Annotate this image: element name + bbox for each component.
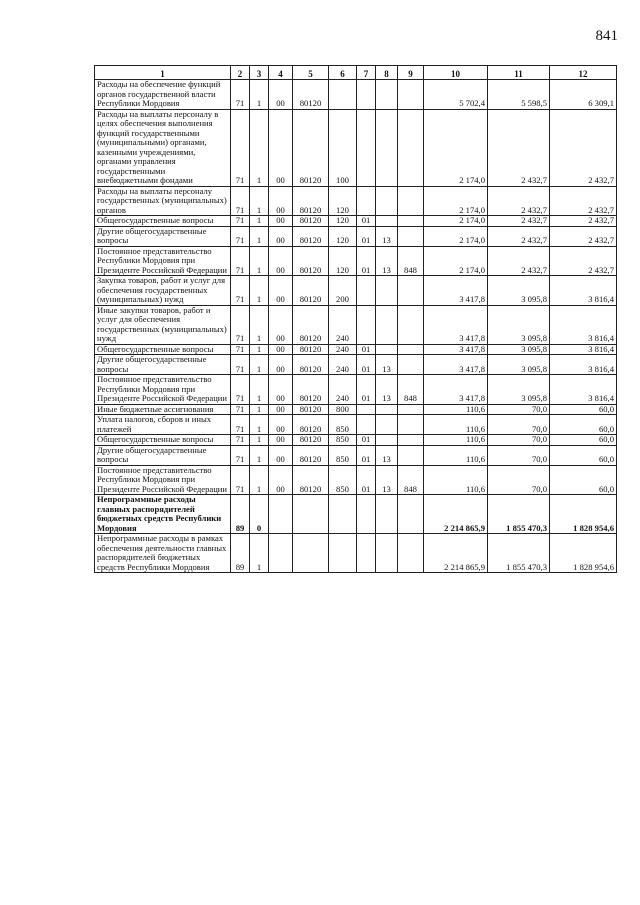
- amount-cell: 1 828 954,6: [550, 534, 617, 573]
- amount-cell: 3 095,8: [488, 355, 550, 375]
- amount-cell: 3 816,4: [550, 276, 617, 306]
- ministry-cell: [398, 445, 424, 465]
- code-cell: 1: [250, 109, 269, 186]
- amount-cell: 3 417,8: [424, 276, 488, 306]
- expense-type-cell: 120: [329, 226, 357, 246]
- target-article-cell: 80120: [293, 226, 329, 246]
- table-body: [95, 80, 617, 573]
- section-cell: [357, 495, 376, 534]
- target-article-cell: 80120: [293, 246, 329, 276]
- table-row: [95, 226, 617, 246]
- amount-cell: 110,6: [424, 445, 488, 465]
- table-row: [95, 186, 617, 216]
- table-row: [95, 465, 617, 495]
- code-cell: 00: [269, 465, 293, 495]
- expense-name-cell: Расходы на обеспечение функций органов государственной власти Республики Мордовия: [95, 80, 231, 110]
- expense-type-cell: 850: [329, 445, 357, 465]
- column-header: 9: [398, 66, 424, 80]
- table-header-row: [95, 66, 617, 80]
- column-header: 1: [95, 66, 231, 80]
- subsection-cell: 13: [376, 246, 398, 276]
- subsection-cell: 13: [376, 465, 398, 495]
- amount-cell: 2 174,0: [424, 109, 488, 186]
- target-article-cell: 80120: [293, 415, 329, 435]
- amount-cell: 2 214 865,9: [424, 495, 488, 534]
- code-cell: 1: [250, 375, 269, 405]
- amount-cell: 2 432,7: [550, 186, 617, 216]
- ministry-cell: [398, 355, 424, 375]
- amount-cell: 110,6: [424, 415, 488, 435]
- target-article-cell: 80120: [293, 404, 329, 415]
- subsection-cell: [376, 415, 398, 435]
- subsection-cell: 13: [376, 226, 398, 246]
- code-cell: 71: [231, 226, 250, 246]
- amount-cell: 2 432,7: [550, 226, 617, 246]
- table-row: [95, 534, 617, 573]
- table-row: [95, 109, 617, 186]
- column-header: 3: [250, 66, 269, 80]
- section-cell: 01: [357, 216, 376, 227]
- ministry-cell: [398, 276, 424, 306]
- expense-type-cell: [329, 495, 357, 534]
- code-cell: 71: [231, 305, 250, 344]
- table-row: [95, 305, 617, 344]
- column-header: 11: [488, 66, 550, 80]
- code-cell: 00: [269, 276, 293, 306]
- expense-type-cell: 200: [329, 276, 357, 306]
- section-cell: 01: [357, 445, 376, 465]
- expense-name-cell: Постоянное представительство Республики Мордовия при Президенте Российской Федерации: [95, 246, 231, 276]
- code-cell: 71: [231, 246, 250, 276]
- section-cell: 01: [357, 375, 376, 405]
- code-cell: 00: [269, 404, 293, 415]
- ministry-cell: [398, 109, 424, 186]
- expense-name-cell: Непрограммные расходы главных распорядителей бюджетных средств Республики Мордовия: [95, 495, 231, 534]
- code-cell: 00: [269, 109, 293, 186]
- code-cell: 00: [269, 246, 293, 276]
- column-header: 8: [376, 66, 398, 80]
- expense-type-cell: 240: [329, 344, 357, 355]
- amount-cell: 5 598,5: [488, 80, 550, 110]
- table-row: [95, 216, 617, 227]
- section-cell: [357, 404, 376, 415]
- expense-type-cell: 240: [329, 375, 357, 405]
- code-cell: 71: [231, 415, 250, 435]
- expense-name-cell: Другие общегосударственные вопросы: [95, 226, 231, 246]
- table-row: [95, 344, 617, 355]
- code-cell: 0: [250, 495, 269, 534]
- amount-cell: 2 174,0: [424, 246, 488, 276]
- expense-name-cell: Непрограммные расходы в рамках обеспечения деятельности главных распорядителей бюджетных средств Республики Мордовия: [95, 534, 231, 573]
- page-number: 841: [595, 28, 618, 44]
- table-row: [95, 495, 617, 534]
- amount-cell: 3 816,4: [550, 344, 617, 355]
- amount-cell: 3 417,8: [424, 375, 488, 405]
- code-cell: 00: [269, 305, 293, 344]
- amount-cell: 3 417,8: [424, 305, 488, 344]
- amount-cell: 3 095,8: [488, 276, 550, 306]
- expense-type-cell: 120: [329, 186, 357, 216]
- expense-type-cell: 120: [329, 216, 357, 227]
- amount-cell: 2 174,0: [424, 216, 488, 227]
- code-cell: 1: [250, 246, 269, 276]
- ministry-cell: [398, 534, 424, 573]
- expense-type-cell: [329, 80, 357, 110]
- code-cell: 1: [250, 216, 269, 227]
- budget-table: [94, 65, 617, 573]
- amount-cell: 3 417,8: [424, 344, 488, 355]
- code-cell: [269, 534, 293, 573]
- ministry-cell: [398, 226, 424, 246]
- code-cell: 71: [231, 465, 250, 495]
- amount-cell: 70,0: [488, 404, 550, 415]
- code-cell: 00: [269, 375, 293, 405]
- target-article-cell: 80120: [293, 344, 329, 355]
- code-cell: 71: [231, 276, 250, 306]
- subsection-cell: [376, 435, 398, 446]
- target-article-cell: 80120: [293, 375, 329, 405]
- subsection-cell: 13: [376, 355, 398, 375]
- amount-cell: 60,0: [550, 435, 617, 446]
- subsection-cell: [376, 534, 398, 573]
- section-cell: [357, 276, 376, 306]
- code-cell: 71: [231, 216, 250, 227]
- code-cell: 1: [250, 415, 269, 435]
- subsection-cell: [376, 344, 398, 355]
- amount-cell: 70,0: [488, 465, 550, 495]
- expense-name-cell: Постоянное представительство Республики Мордовия при Президенте Российской Федерации: [95, 375, 231, 405]
- code-cell: 1: [250, 226, 269, 246]
- amount-cell: 1 855 470,3: [488, 534, 550, 573]
- ministry-cell: [398, 80, 424, 110]
- ministry-cell: [398, 186, 424, 216]
- ministry-cell: [398, 415, 424, 435]
- code-cell: 71: [231, 445, 250, 465]
- expense-name-cell: Общегосударственные вопросы: [95, 344, 231, 355]
- amount-cell: 70,0: [488, 435, 550, 446]
- subsection-cell: [376, 80, 398, 110]
- expense-name-cell: Расходы на выплаты персоналу в целях обеспечения выполнения функций государственными (муниципальными) органами, казенными учреждениями, органами управления государственными внебюджетными фондами: [95, 109, 231, 186]
- amount-cell: 70,0: [488, 415, 550, 435]
- target-article-cell: 80120: [293, 80, 329, 110]
- amount-cell: 2 432,7: [488, 216, 550, 227]
- target-article-cell: 80120: [293, 276, 329, 306]
- target-article-cell: [293, 534, 329, 573]
- expense-type-cell: 100: [329, 109, 357, 186]
- expense-type-cell: 850: [329, 415, 357, 435]
- target-article-cell: 80120: [293, 109, 329, 186]
- expense-name-cell: Расходы на выплаты персоналу государственных (муниципальных) органов: [95, 186, 231, 216]
- ministry-cell: [398, 344, 424, 355]
- table-row: [95, 276, 617, 306]
- expense-type-cell: [329, 534, 357, 573]
- subsection-cell: [376, 305, 398, 344]
- amount-cell: 2 432,7: [488, 186, 550, 216]
- amount-cell: 110,6: [424, 435, 488, 446]
- ministry-cell: [398, 435, 424, 446]
- table-row: [95, 445, 617, 465]
- ministry-cell: [398, 216, 424, 227]
- code-cell: 00: [269, 344, 293, 355]
- code-cell: 1: [250, 435, 269, 446]
- section-cell: 01: [357, 355, 376, 375]
- amount-cell: 70,0: [488, 445, 550, 465]
- code-cell: [269, 495, 293, 534]
- section-cell: 01: [357, 344, 376, 355]
- code-cell: 00: [269, 435, 293, 446]
- amount-cell: 3 816,4: [550, 375, 617, 405]
- amount-cell: 1 855 470,3: [488, 495, 550, 534]
- code-cell: 00: [269, 226, 293, 246]
- target-article-cell: 80120: [293, 305, 329, 344]
- code-cell: 89: [231, 495, 250, 534]
- target-article-cell: 80120: [293, 435, 329, 446]
- expense-name-cell: Постоянное представительство Республики Мордовия при Президенте Российской Федерации: [95, 465, 231, 495]
- amount-cell: 3 095,8: [488, 375, 550, 405]
- table-row: [95, 80, 617, 110]
- code-cell: 71: [231, 355, 250, 375]
- code-cell: 71: [231, 186, 250, 216]
- expense-name-cell: Закупка товаров, работ и услуг для обеспечения государственных (муниципальных) нужд: [95, 276, 231, 306]
- expense-name-cell: Иные закупки товаров, работ и услуг для обеспечения государственных (муниципальных) нужд: [95, 305, 231, 344]
- amount-cell: 5 702,4: [424, 80, 488, 110]
- expense-type-cell: 800: [329, 404, 357, 415]
- amount-cell: 2 432,7: [488, 226, 550, 246]
- code-cell: 00: [269, 445, 293, 465]
- expense-type-cell: 850: [329, 465, 357, 495]
- code-cell: 00: [269, 80, 293, 110]
- subsection-cell: [376, 276, 398, 306]
- target-article-cell: 80120: [293, 355, 329, 375]
- amount-cell: 6 309,1: [550, 80, 617, 110]
- section-cell: [357, 109, 376, 186]
- amount-cell: 2 432,7: [550, 246, 617, 276]
- code-cell: 71: [231, 80, 250, 110]
- code-cell: 71: [231, 109, 250, 186]
- amount-cell: 110,6: [424, 404, 488, 415]
- target-article-cell: 80120: [293, 465, 329, 495]
- code-cell: 00: [269, 186, 293, 216]
- amount-cell: 3 095,8: [488, 305, 550, 344]
- amount-cell: 2 432,7: [550, 109, 617, 186]
- amount-cell: 60,0: [550, 465, 617, 495]
- expense-name-cell: Другие общегосударственные вопросы: [95, 445, 231, 465]
- ministry-cell: [398, 495, 424, 534]
- section-cell: 01: [357, 226, 376, 246]
- amount-cell: 2 432,7: [488, 246, 550, 276]
- column-header: 12: [550, 66, 617, 80]
- expense-name-cell: Общегосударственные вопросы: [95, 435, 231, 446]
- target-article-cell: 80120: [293, 445, 329, 465]
- amount-cell: 2 432,7: [550, 216, 617, 227]
- code-cell: 1: [250, 445, 269, 465]
- code-cell: 1: [250, 465, 269, 495]
- expense-type-cell: 240: [329, 355, 357, 375]
- section-cell: [357, 305, 376, 344]
- section-cell: [357, 186, 376, 216]
- table-row: [95, 435, 617, 446]
- code-cell: 71: [231, 404, 250, 415]
- amount-cell: 60,0: [550, 445, 617, 465]
- code-cell: 1: [250, 404, 269, 415]
- code-cell: 1: [250, 186, 269, 216]
- amount-cell: 1 828 954,6: [550, 495, 617, 534]
- target-article-cell: [293, 495, 329, 534]
- table-row: [95, 375, 617, 405]
- code-cell: 71: [231, 375, 250, 405]
- section-cell: 01: [357, 465, 376, 495]
- expense-name-cell: Иные бюджетные ассигнования: [95, 404, 231, 415]
- column-header: 2: [231, 66, 250, 80]
- amount-cell: 2 174,0: [424, 186, 488, 216]
- amount-cell: 3 417,8: [424, 355, 488, 375]
- section-cell: 01: [357, 435, 376, 446]
- code-cell: 1: [250, 276, 269, 306]
- code-cell: 1: [250, 344, 269, 355]
- amount-cell: 2 432,7: [488, 109, 550, 186]
- table-row: [95, 415, 617, 435]
- amount-cell: 3 816,4: [550, 355, 617, 375]
- amount-cell: 3 816,4: [550, 305, 617, 344]
- code-cell: 1: [250, 305, 269, 344]
- amount-cell: 2 174,0: [424, 226, 488, 246]
- amount-cell: 3 095,8: [488, 344, 550, 355]
- expense-type-cell: 240: [329, 305, 357, 344]
- subsection-cell: 13: [376, 375, 398, 405]
- subsection-cell: [376, 186, 398, 216]
- amount-cell: 60,0: [550, 404, 617, 415]
- table-row: [95, 355, 617, 375]
- target-article-cell: 80120: [293, 186, 329, 216]
- section-cell: [357, 80, 376, 110]
- table-row: [95, 246, 617, 276]
- code-cell: 89: [231, 534, 250, 573]
- section-cell: [357, 534, 376, 573]
- code-cell: 71: [231, 344, 250, 355]
- code-cell: 1: [250, 355, 269, 375]
- code-cell: 00: [269, 355, 293, 375]
- ministry-cell: 848: [398, 465, 424, 495]
- ministry-cell: [398, 305, 424, 344]
- expense-name-cell: Общегосударственные вопросы: [95, 216, 231, 227]
- code-cell: 00: [269, 415, 293, 435]
- section-cell: [357, 415, 376, 435]
- subsection-cell: 13: [376, 445, 398, 465]
- code-cell: 71: [231, 435, 250, 446]
- code-cell: 1: [250, 534, 269, 573]
- expense-name-cell: Другие общегосударственные вопросы: [95, 355, 231, 375]
- ministry-cell: 848: [398, 375, 424, 405]
- section-cell: 01: [357, 246, 376, 276]
- amount-cell: 60,0: [550, 415, 617, 435]
- subsection-cell: [376, 404, 398, 415]
- column-header: 6: [329, 66, 357, 80]
- code-cell: 1: [250, 80, 269, 110]
- target-article-cell: 80120: [293, 216, 329, 227]
- expense-type-cell: 850: [329, 435, 357, 446]
- expense-name-cell: Уплата налогов, сборов и иных платежей: [95, 415, 231, 435]
- subsection-cell: [376, 216, 398, 227]
- ministry-cell: 848: [398, 246, 424, 276]
- amount-cell: 110,6: [424, 465, 488, 495]
- column-header: 7: [357, 66, 376, 80]
- column-header: 4: [269, 66, 293, 80]
- ministry-cell: [398, 404, 424, 415]
- code-cell: 00: [269, 216, 293, 227]
- column-header: 10: [424, 66, 488, 80]
- expense-type-cell: 120: [329, 246, 357, 276]
- amount-cell: 2 214 865,9: [424, 534, 488, 573]
- subsection-cell: [376, 109, 398, 186]
- subsection-cell: [376, 495, 398, 534]
- column-header: 5: [293, 66, 329, 80]
- table-row: [95, 404, 617, 415]
